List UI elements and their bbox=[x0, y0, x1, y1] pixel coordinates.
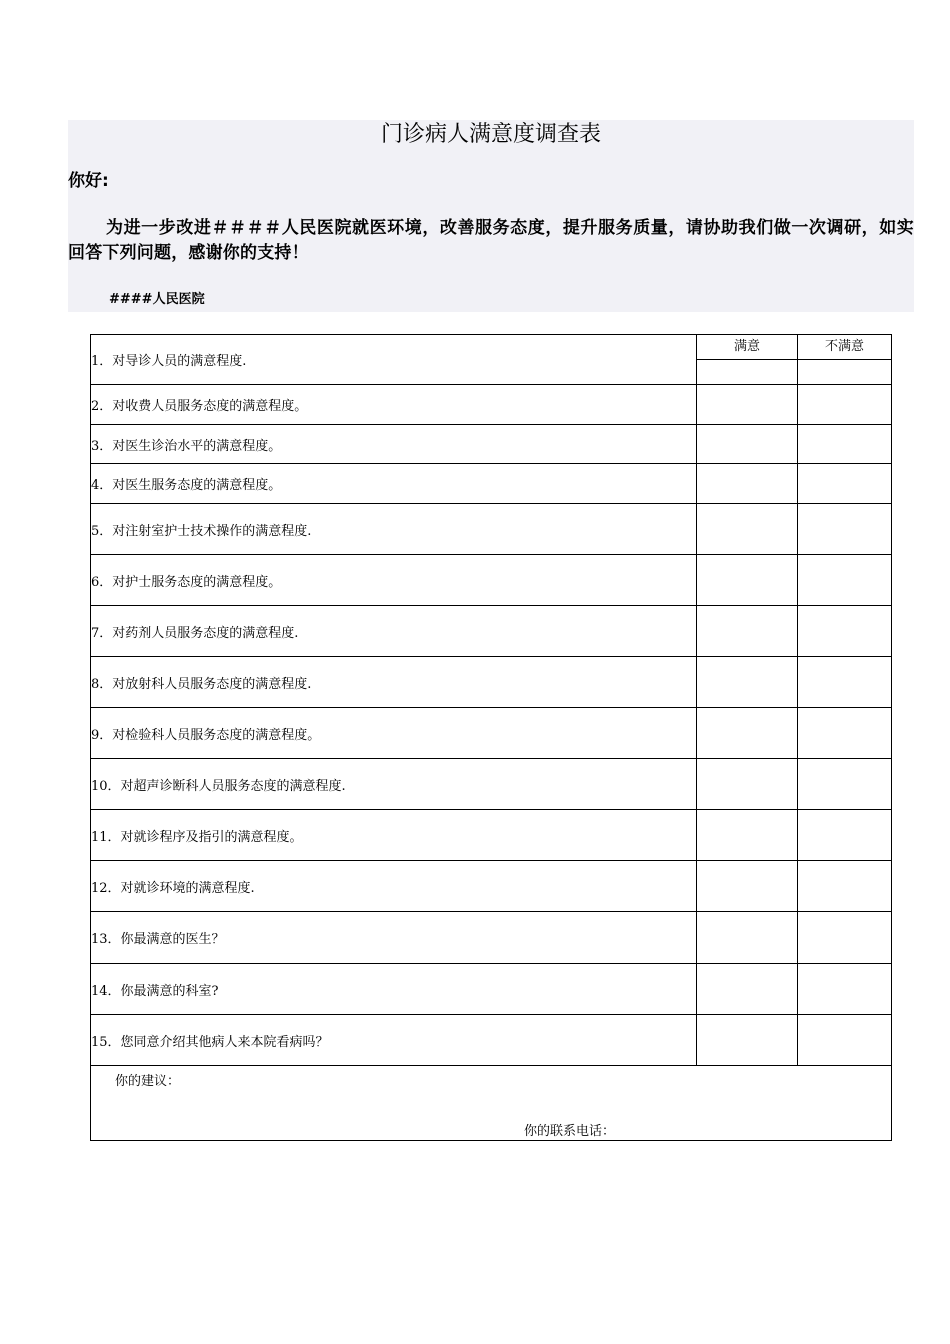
satisfied-checkbox-cell[interactable] bbox=[697, 360, 798, 385]
table-row bbox=[91, 708, 892, 759]
table-row bbox=[91, 335, 892, 360]
satisfied-checkbox-cell[interactable] bbox=[697, 464, 798, 504]
unsatisfied-checkbox-cell[interactable] bbox=[798, 759, 892, 810]
unsatisfied-checkbox-cell[interactable] bbox=[798, 464, 892, 504]
suggestion-label: 你的建议： bbox=[115, 1074, 181, 1089]
table-row bbox=[91, 504, 892, 555]
table-row bbox=[91, 464, 892, 504]
satisfied-checkbox-cell[interactable] bbox=[697, 759, 798, 810]
table-row bbox=[91, 555, 892, 606]
table-row bbox=[91, 759, 892, 810]
table-row bbox=[91, 964, 892, 1015]
question-label: 1．对导诊人员的满意程度. bbox=[91, 335, 697, 385]
unsatisfied-checkbox-cell[interactable] bbox=[798, 964, 892, 1015]
satisfied-checkbox-cell[interactable] bbox=[697, 555, 798, 606]
unsatisfied-column-header: 不满意 bbox=[798, 335, 892, 360]
question-label: 9．对检验科人员服务态度的满意程度。 bbox=[91, 708, 697, 759]
question-label: 3．对医生诊治水平的满意程度。 bbox=[91, 425, 697, 464]
phone-label: 你的联系电话： bbox=[524, 1124, 616, 1139]
satisfied-checkbox-cell[interactable] bbox=[697, 861, 798, 912]
unsatisfied-checkbox-cell[interactable] bbox=[798, 657, 892, 708]
unsatisfied-checkbox-cell[interactable] bbox=[798, 425, 892, 464]
unsatisfied-checkbox-cell[interactable] bbox=[798, 861, 892, 912]
hospital-signature: ####人民医院 bbox=[109, 292, 205, 307]
unsatisfied-checkbox-cell[interactable] bbox=[798, 606, 892, 657]
question-label: 4．对医生服务态度的满意程度。 bbox=[91, 464, 697, 504]
satisfied-column-header: 满意 bbox=[697, 335, 798, 360]
unsatisfied-checkbox-cell[interactable] bbox=[798, 360, 892, 385]
table-row bbox=[91, 657, 892, 708]
question-label: 5．对注射室护士技术操作的满意程度. bbox=[91, 504, 697, 555]
satisfied-checkbox-cell[interactable] bbox=[697, 810, 798, 861]
survey-header bbox=[68, 120, 914, 312]
table-row bbox=[91, 385, 892, 425]
satisfied-checkbox-cell[interactable] bbox=[697, 606, 798, 657]
question-label: 2．对收费人员服务态度的满意程度。 bbox=[91, 385, 697, 425]
satisfied-checkbox-cell[interactable] bbox=[697, 425, 798, 464]
greeting: 你好: bbox=[68, 171, 109, 191]
satisfied-checkbox-cell[interactable] bbox=[697, 657, 798, 708]
question-label: 11．对就诊程序及指引的满意程度。 bbox=[91, 810, 697, 861]
table-row bbox=[91, 1015, 892, 1066]
table-row bbox=[91, 425, 892, 464]
suggestion-row bbox=[91, 1066, 892, 1141]
unsatisfied-checkbox-cell[interactable] bbox=[798, 708, 892, 759]
unsatisfied-checkbox-cell[interactable] bbox=[798, 1015, 892, 1066]
question-label: 10．对超声诊断科人员服务态度的满意程度. bbox=[91, 759, 697, 810]
satisfied-checkbox-cell[interactable] bbox=[697, 504, 798, 555]
satisfied-checkbox-cell[interactable] bbox=[697, 1015, 798, 1066]
question-label: 13．你最满意的医生？ bbox=[91, 912, 697, 964]
table-row bbox=[91, 861, 892, 912]
question-label: 14．你最满意的科室? bbox=[91, 964, 697, 1015]
question-label: 7．对药剂人员服务态度的满意程度. bbox=[91, 606, 697, 657]
suggestion-field[interactable] bbox=[91, 1066, 892, 1141]
unsatisfied-checkbox-cell[interactable] bbox=[798, 385, 892, 425]
table-row bbox=[91, 912, 892, 964]
satisfied-checkbox-cell[interactable] bbox=[697, 964, 798, 1015]
table-row bbox=[91, 810, 892, 861]
satisfied-checkbox-cell[interactable] bbox=[697, 708, 798, 759]
question-label: 6．对护士服务态度的满意程度。 bbox=[91, 555, 697, 606]
intro-paragraph: 为进一步改进＃＃＃＃人民医院就医环境，改善服务态度，提升服务质量，请协助我们做一次调研，如实回答下列问题，感谢你的支持！ bbox=[68, 218, 914, 263]
unsatisfied-checkbox-cell[interactable] bbox=[798, 810, 892, 861]
question-label: 8．对放射科人员服务态度的满意程度. bbox=[91, 657, 697, 708]
satisfied-checkbox-cell[interactable] bbox=[697, 385, 798, 425]
unsatisfied-checkbox-cell[interactable] bbox=[798, 555, 892, 606]
question-label: 15．您同意介绍其他病人来本院看病吗？ bbox=[91, 1015, 697, 1066]
question-label: 12．对就诊环境的满意程度. bbox=[91, 861, 697, 912]
table-row bbox=[91, 606, 892, 657]
page-title: 门诊病人满意度调查表 bbox=[380, 122, 601, 147]
unsatisfied-checkbox-cell[interactable] bbox=[798, 912, 892, 964]
survey-table bbox=[90, 334, 892, 1141]
unsatisfied-checkbox-cell[interactable] bbox=[798, 504, 892, 555]
satisfied-checkbox-cell[interactable] bbox=[697, 912, 798, 964]
